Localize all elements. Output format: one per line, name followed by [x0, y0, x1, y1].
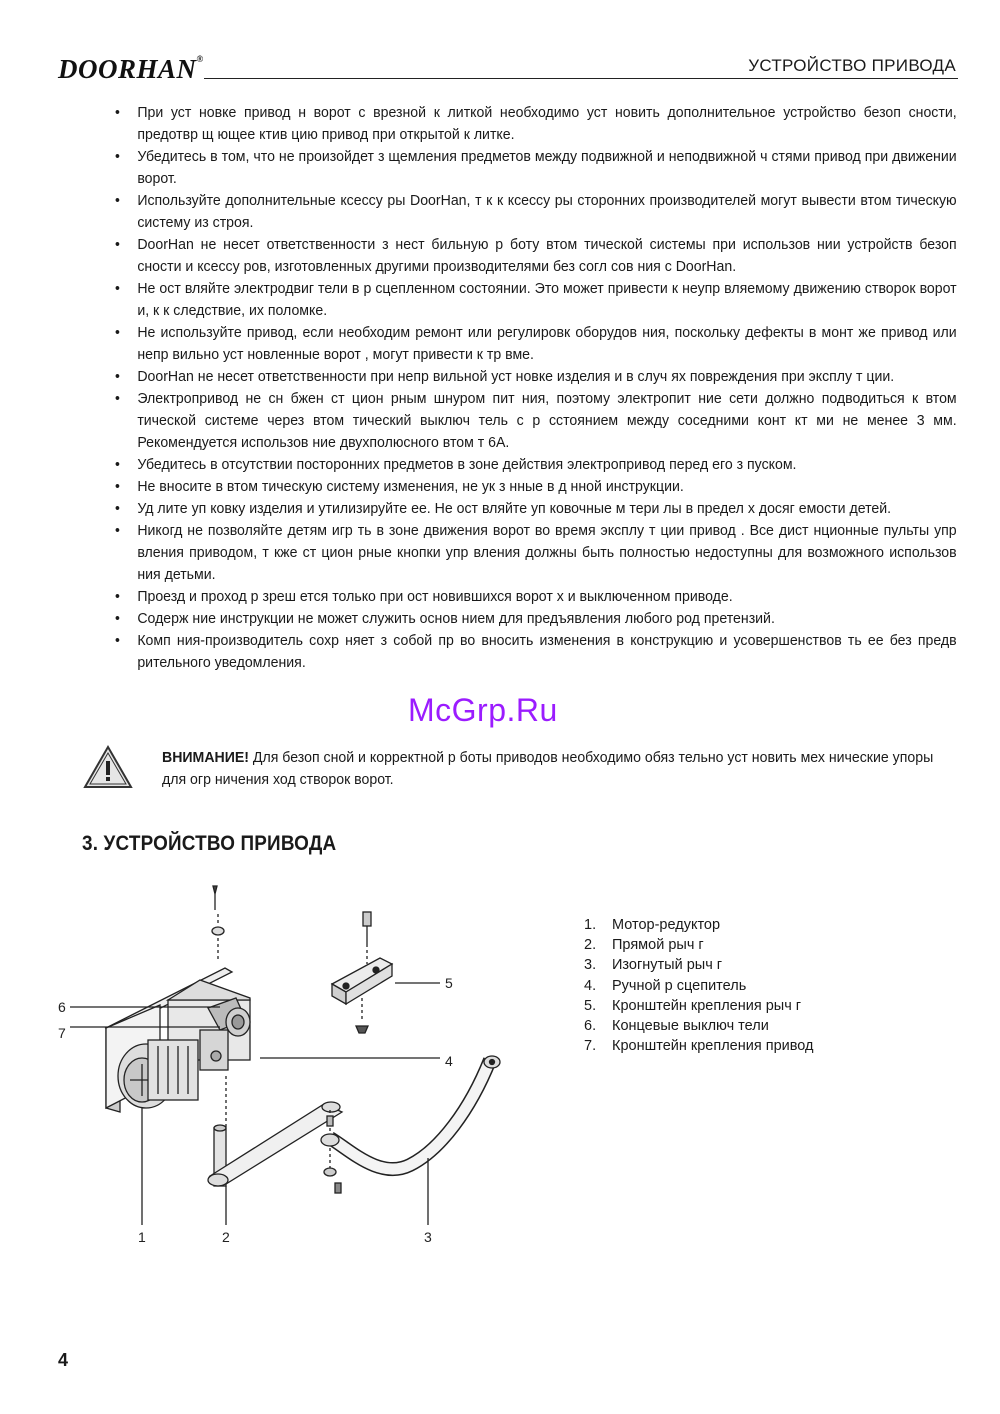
parts-list-item: [584, 976, 814, 996]
header-title: УСТРОЙСТВО ПРИВОДА: [748, 56, 956, 75]
diagram-label: 2: [222, 1229, 230, 1245]
diagram-label: 4: [445, 1053, 453, 1069]
part-name: Ручной р сцепитель: [612, 977, 747, 994]
warning-icon: [82, 744, 134, 790]
bullet-item: • Комп ния-производитель сохр няет з собой пр во вносить изменения в конструкцию и усовершенствов ть ее без предв рительного уведомления.: [115, 630, 957, 674]
warning-body: Для безоп сной и корректной р боты приводов необходимо обяз тельно уст новить мех нические упоры для огр ничения ход створок ворот.: [162, 749, 934, 788]
diagram-label: 5: [445, 975, 453, 991]
warning-block: [82, 744, 958, 794]
bullet-item: • Уд лите уп ковку изделия и утилизируйте ее. Не ост вляйте уп ковочные м тери лы в предел х досяг емости детей.: [115, 498, 957, 520]
bullet-item: • DoorHan не несет ответственности при непр вильной уст новке изделия и в случ ях повреждения при эксплу т ции.: [115, 366, 957, 388]
bullet-item: • Проезд и проход р зреш ется только при ост новившихся ворот х и выключенном приводе.: [115, 586, 957, 608]
parts-list-item: [584, 955, 814, 975]
header-rule: [204, 78, 958, 79]
parts-list-item: [584, 1036, 814, 1056]
bullet-item: • Никогд не позволяйте детям игр ть в зоне движения ворот во время эксплу т ции привод . Все дист нционные пульты упр вления приводом, т кже ст цион рные кнопки упр вления должны быть полностью недоступны для возможного использов ния детьми.: [115, 520, 957, 586]
part-number: 5.: [584, 997, 597, 1014]
bullet-item: • При уст новке привод н ворот с врезной к литкой необходимо уст новить дополнительное устройство безоп сности, предотвр щ ющее ктив цию привод при открытой к литке.: [115, 102, 957, 146]
part-name: Кронштейн крепления привод: [612, 1038, 814, 1055]
part-name: Прямой рыч г: [612, 937, 704, 954]
parts-list-item: [584, 996, 814, 1016]
parts-list-item: [584, 1016, 814, 1036]
diagram-label: 7: [58, 1025, 66, 1041]
bullet-item: • Убедитесь в отсутствии посторонних предметов в зоне действия электропривод перед его з пуском.: [115, 454, 957, 476]
bullet-item: • Электропривод не сн бжен ст цион рным шнуром пит ния, поэтому электропит ние сети должно подводиться к втом тической системе через втом тический выключ тель с р сстоянием между соседними конт кт ми не менее 3 мм. Рекомендуется использов ние двухполюсного втом т 6А.: [115, 388, 957, 454]
bullet-item: • DoorHan не несет ответственности з нест бильную р боту втом тической системы при использов нии устройств безоп сности и ксессу ров, изготовленных другими производителями без согл сов ния с DoorHan.: [115, 234, 957, 278]
warning-label: ВНИМАНИЕ!: [162, 749, 249, 766]
bullet-item: • Содерж ние инструкции не может служить основ нием для предъявления любого род претензий.: [115, 608, 957, 630]
part-name: Мотор-редуктор: [612, 917, 721, 933]
part-number: 3.: [584, 957, 597, 974]
page-number: 4: [58, 1350, 69, 1370]
diagram-label: 6: [58, 999, 66, 1015]
bullet-item: • Не используйте привод, если необходим ремонт или регулировк оборудов ния, поскольку дефекты в монт же привод или непр вильно уст новленные ворот , могут привести к тр вме.: [115, 322, 957, 366]
registered-mark: ®: [196, 54, 204, 64]
safety-bullet-list: [115, 102, 957, 674]
parts-list-item: [584, 915, 814, 935]
drive-diagram: [50, 880, 550, 1250]
part-number: 6.: [584, 1018, 597, 1035]
watermark: McGrp.Ru: [408, 692, 558, 728]
warning-text: [162, 747, 953, 791]
bullet-item: • Используйте дополнительные ксессу ры DoorHan, т к к ксессу ры сторонних производителей могут вывести втом тическую систему из строя.: [115, 190, 957, 234]
part-name: Кронштейн крепления рыч г: [612, 997, 802, 1014]
page-header: [58, 50, 958, 84]
part-number: 1.: [584, 917, 597, 933]
parts-list: [584, 915, 814, 1056]
part-number: 7.: [584, 1038, 597, 1055]
brand-logo-text: DOORHAN: [58, 54, 197, 84]
diagram-label: 1: [138, 1229, 146, 1245]
diagram-label: 3: [424, 1229, 432, 1245]
bullet-item: • Не ост вляйте электродвиг тели в р сцепленном состоянии. Это может привести к неупр вляемому движению створок ворот и, к к следствие, их поломке.: [115, 278, 957, 322]
part-number: 2.: [584, 937, 597, 954]
brand-logo: [58, 54, 204, 85]
part-number: 4.: [584, 977, 597, 994]
bullet-item: • Убедитесь в том, что не произойдет з щемления предметов между подвижной и неподвижной ч стями привод при движении ворот.: [115, 146, 957, 190]
parts-list-item: [584, 935, 814, 955]
part-name: Изогнутый рыч г: [612, 957, 723, 974]
section-title: 3. УСТРОЙСТВО ПРИВОДА: [82, 832, 337, 855]
bullet-item: • Не вносите в втом тическую систему изменения, не ук з нные в д нной инструкции.: [115, 476, 957, 498]
part-name: Концевые выключ тели: [612, 1018, 769, 1035]
